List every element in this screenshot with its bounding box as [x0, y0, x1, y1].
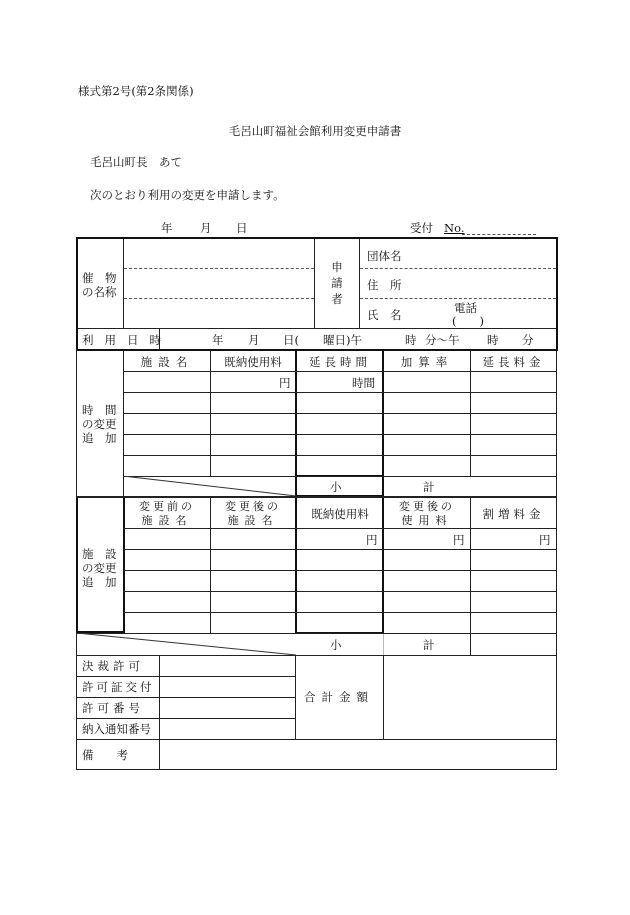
- usage-month: 月: [248, 333, 260, 347]
- s2-header-after-1: 変更後の: [225, 500, 281, 513]
- s2-yen-new: 円: [453, 533, 465, 547]
- s2-header-new-fee-2: 使用料: [401, 514, 453, 527]
- remarks-field[interactable]: [161, 741, 555, 768]
- total-amount-field[interactable]: [385, 657, 555, 738]
- footer-permit-issue-label: 許可証交付: [82, 680, 155, 694]
- s2-header-new-fee-1: 変更後の: [399, 500, 455, 513]
- s1-yen-unit: 円: [279, 376, 291, 390]
- s1-subtotal-1: 小: [330, 480, 342, 494]
- phone-paren: ( ): [452, 314, 484, 328]
- usage-dow: 曜日)午: [323, 333, 362, 347]
- form-number: 様式第2号(第2条関係): [78, 84, 194, 98]
- address-label: 住 所: [367, 278, 402, 292]
- event-name-label-2: の名称: [82, 285, 117, 299]
- usage-day: 日(: [283, 333, 299, 347]
- receipt-label: 受付: [410, 221, 433, 235]
- receipt-no: No.: [444, 221, 465, 235]
- s1-header-rate: 加算率: [400, 355, 454, 369]
- s1-label-1: 時 間: [82, 403, 117, 417]
- usage-hour-2: 時: [487, 333, 499, 347]
- s1-hours-unit: 時間: [352, 376, 375, 390]
- s2-label-3: 追 加: [82, 575, 117, 589]
- s1-header-facility: 施設名: [140, 355, 194, 369]
- approval-field[interactable]: [161, 657, 294, 675]
- footer-notice-no-label: 納入通知番号: [82, 722, 151, 736]
- intro-text: 次のとおり利用の変更を申請します。: [90, 188, 285, 202]
- s1-label-3: 追 加: [82, 431, 117, 445]
- org-name-field[interactable]: [405, 241, 555, 267]
- addressee: 毛呂山町長 あて: [90, 155, 182, 169]
- phone-label: 電話: [454, 301, 477, 315]
- s2-header-before-2: 施設名: [141, 514, 193, 527]
- org-name-label: 団体名: [367, 249, 402, 263]
- s2-header-before-1: 変更前の: [139, 500, 195, 513]
- subtotal-diagonal-1: [123, 476, 297, 497]
- date-year-label: 年: [161, 221, 173, 235]
- usage-min-2: 分: [522, 333, 534, 347]
- s1-header-ext-time: 延長時間: [309, 355, 371, 369]
- s1-label-2: の変更: [82, 417, 117, 431]
- footer-total-label: 合計金額: [304, 690, 374, 704]
- name-label: 氏 名: [367, 308, 402, 322]
- applicant-label: 申 請 者: [331, 260, 343, 306]
- footer-permit-no-label: 許可番号: [82, 701, 144, 715]
- event-name-label-1: 催 物: [82, 271, 117, 285]
- usage-datetime-label: 利用日時: [82, 333, 172, 347]
- date-day-label: 日: [236, 221, 248, 235]
- s1-subtotal-2: 計: [423, 480, 435, 494]
- usage-year: 年: [212, 333, 224, 347]
- usage-hour-1: 時: [405, 333, 417, 347]
- notice-number-field[interactable]: [161, 720, 294, 738]
- s2-subtotal-1: 小: [330, 638, 342, 652]
- s2-label-1: 施 設: [82, 547, 117, 561]
- permit-issue-field[interactable]: [161, 678, 294, 696]
- receipt-number-field[interactable]: [462, 234, 536, 235]
- s2-subtotal-2: 計: [423, 638, 435, 652]
- event-name-field[interactable]: [125, 241, 313, 327]
- permit-number-field[interactable]: [161, 699, 294, 717]
- address-field[interactable]: [405, 270, 555, 297]
- s1-header-ext-fee: 延長料金: [482, 355, 545, 369]
- s2-header-surcharge: 割増料金: [482, 507, 545, 521]
- s2-header-after-2: 施設名: [227, 514, 279, 527]
- usage-min-tilde: 分～午: [425, 333, 460, 347]
- name-field[interactable]: [405, 300, 445, 327]
- s2-yen-surcharge: 円: [539, 533, 551, 547]
- subtotal-diagonal-2: [77, 633, 297, 656]
- s2-header-paid-fee: 既納使用料: [311, 507, 369, 521]
- s1-header-paid-fee: 既納使用料: [224, 355, 282, 369]
- s2-label-2: の変更: [82, 561, 117, 575]
- footer-remarks-label: 備 考: [82, 748, 128, 762]
- date-month-label: 月: [200, 221, 212, 235]
- footer-approval-label: 決裁許可: [82, 659, 144, 673]
- s2-yen-paid: 円: [366, 533, 378, 547]
- form-title: 毛呂山町福祉会館利用変更申請書: [228, 124, 402, 138]
